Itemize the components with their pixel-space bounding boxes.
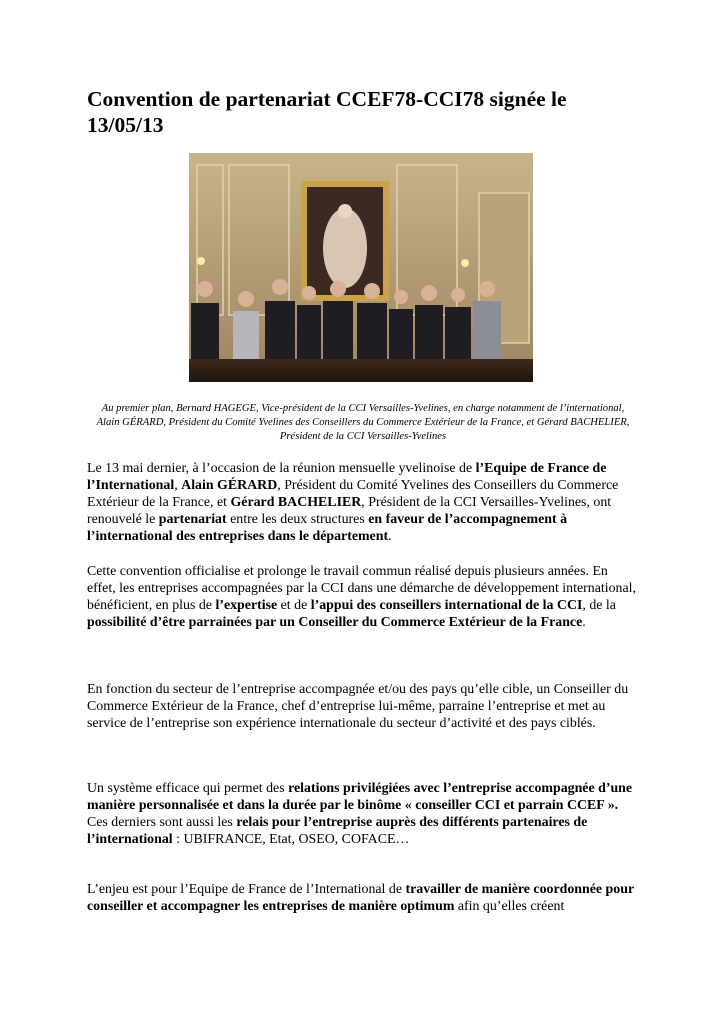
p1-bold-5: en faveur de l’accompagnement à l’international des entreprises dans le département	[87, 512, 568, 544]
p2-text-2: et de	[277, 598, 311, 613]
p1-text-3: , Président du Comité Yvelines des Conseillers du Commerce Extérieur de la France, et	[87, 478, 619, 510]
p1-bold-3: Gérard BACHELIER	[230, 495, 362, 510]
p2-text-3: , de la	[582, 598, 616, 613]
group-photo-icon	[189, 153, 533, 382]
p5-bold-1: travailler de manière coordonnée pour conseiller et accompagner les entreprises de manière optimum	[87, 882, 634, 914]
p4-text-2: Ces derniers sont aussi les	[87, 815, 237, 830]
p1-text-1: Le 13 mai dernier, à l’occasion de la réunion mensuelle yvelinoise de	[87, 461, 476, 476]
p5-text-2: afin qu’elles créent	[454, 899, 565, 914]
p1-text-6: .	[388, 529, 392, 544]
paragraph-1	[87, 460, 639, 545]
photo-caption: Au premier plan, Bernard HAGEGE, Vice-président de la CCI Versailles-Yvelines, en charge notamment de l’international, Alain GÉRARD, Président du Comité Yvelines des Conseillers du Commerce Extérieur de la France, et Gérard BACHELIER, Président de la CCI Versailles-Yvelines	[96, 403, 630, 442]
p2-bold-3: possibilité d’être parrainées par un Conseiller du Commerce Extérieur de la France	[87, 615, 583, 630]
paragraph-5	[87, 881, 639, 915]
p5-text-1: L’enjeu est pour l’Equipe de France de l’International de	[87, 882, 406, 897]
page-title: Convention de partenariat CCEF78-CCI78 signée le 13/05/13	[87, 87, 567, 137]
p2-bold-1: l’expertise	[215, 598, 278, 613]
paragraph-2	[87, 563, 639, 631]
p1-text-2: ,	[174, 478, 182, 493]
p2-text-4: .	[582, 615, 586, 630]
p2-text-1: Cette convention officialise et prolonge le travail commun réalisé depuis plusieurs années. En effet, les entreprises accompagnées par la CCI dans une démarche de développement international, bénéficient, en plus de	[87, 564, 636, 613]
p2-bold-2: l’appui des conseillers international de la CCI	[310, 598, 583, 613]
p1-text-4: , Président de la CCI Versailles-Yvelines, ont renouvelé le	[87, 495, 612, 527]
p4-bold-2: relais pour l’entreprise auprès des différents partenaires de l’international	[87, 815, 588, 847]
p1-text-5: entre les deux structures	[226, 512, 369, 527]
p4-text-3: : UBIFRANCE, Etat, OSEO, COFACE…	[172, 832, 410, 847]
p3-text-1: En fonction du secteur de l’entreprise accompagnée et/ou des pays qu’elle cible, un Conseiller du Commerce Extérieur de la France, chef d’entreprise lui-même, parraine l’entreprise et met au service de l’entreprise son expérience internationale du secteur d’activité et des pays ciblés.	[87, 682, 629, 731]
group-photo	[189, 153, 533, 382]
p4-text-1: Un système efficace qui permet des	[87, 781, 289, 796]
paragraph-4	[87, 780, 639, 848]
p1-bold-4: partenariat	[158, 512, 227, 527]
p1-bold-1: l’Equipe de France de l’International	[87, 461, 607, 493]
p4-bold-1: relations privilégiées avec l’entreprise accompagnée d’une manière personnalisée et dans la durée par le binôme « conseiller CCI et parrain CCEF ».	[87, 781, 633, 813]
paragraph-3	[87, 681, 639, 732]
p1-bold-2: Alain GÉRARD	[181, 478, 278, 493]
